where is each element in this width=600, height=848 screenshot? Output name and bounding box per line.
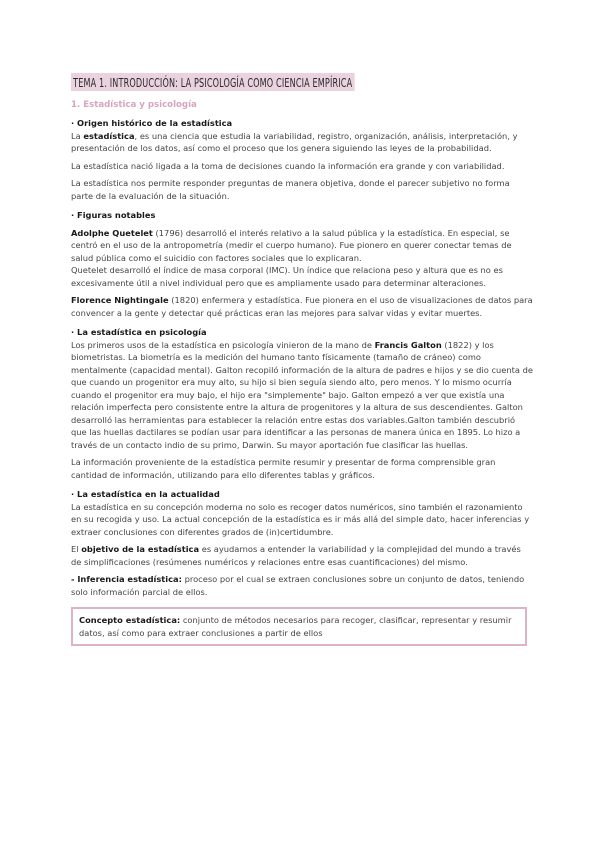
concept-definition: Concepto estadística: conjunto de métodos necesarios para recoger, clasificar, representar y resumir datos, así como para extraer conclusiones a partir de ellos — [79, 615, 512, 638]
paragraph: La estadística, es una ciencia que estudia la variabilidad, registro, organización, análisis, interpretación, y presentación de los datos, así como el proceso que los genera siguiendo las leyes de la probabilidad. — [71, 130, 518, 153]
subheading-origen: · Origen histórico de la estadística — [71, 118, 233, 128]
paragraph-quetelet: Adolphe Quetelet (1796) desarrolló el interés relativo a la salud pública y la estadística. En especial, se centró en el uso de la antropometría (medir el cuerpo humano). Fue pionero en querer conectar temas de salud pública como el suicidio con factores sociales que lo explicaran. Quetelet desarrolló el índice de masa corporal (IMC). Un índice que relaciona peso y altura que es no es excesivamente útil a nivel individual pero que es ampliamente usado para determinar alteraciones. — [71, 227, 512, 288]
paragraph: La información proveniente de la estadística permite resumir y presentar de forma comprensible gran cantidad de información, utilizando para ello diferentes tablas y gráficos. — [71, 457, 496, 480]
paragraph-inferencia: - Inferencia estadística: proceso por el cual se extraen conclusiones sobre un conjunto de datos, teniendo solo información parcial de ellos. — [71, 574, 525, 597]
paragraph-objetivo: El objetivo de la estadística es ayudarnos a entender la variabilidad y la complejidad del mundo a través de simplificaciones (resúmenes numéricos y relaciones entre esas cuantificaciones) del mismo. — [71, 544, 521, 567]
document-page — [71, 72, 533, 646]
paragraph-galton: Los primeros usos de la estadística en psicología vinieron de la mano de Francis Galton (1822) y los biometristas. La biometría es la medición del humano tanto físicamente (tamaño de cráneo) como mentalmente (capacidad mental). Galton recopiló información de la altura de padres e hijos y se dio cuenta de que cuando un progenitor era muy alto, su hijo si bien seguía siendo alto, pero menos. Y lo mismo ocurría cuando el progenitor era muy bajo, el hijo era "simplemente" bajo. Galton empezó a ver que existía una relación imperfecta pero consistente entre la altura de progenitores y la altura de sus descendientes. Galton desarrolló las herramientas para establecer la relación entre estas dos variables.Galton también descubrió que las huellas dactilares se podían usar para identificar a las personas de manera única en 1895. Lo hizo a través de un contacto indio de su primo, Darwin. Su mayor aportación fue clasificar las huellas. — [71, 339, 533, 450]
concept-box — [71, 607, 527, 646]
section-heading: 1. Estadística y psicología — [71, 100, 197, 110]
subheading-actualidad: · La estadística en la actualidad — [71, 489, 220, 499]
paragraph: La estadística en su concepción moderna no solo es recoger datos numéricos, sino también el razonamiento en su recogida y uso. La actual concepción de la estadística es ir más allá del simple dato, hacer inferencias y extraer conclusiones con diferentes grados de (in)certidumbre. — [71, 501, 530, 537]
paragraph-nightingale: Florence Nightingale (1820) enfermera y estadística. Fue pionera en el uso de visualizaciones de datos para convencer a la gente y detectar qué prácticas eran las mejores para salvar vidas y evitar muertes. — [71, 295, 533, 318]
page-title: TEMA 1. INTRODUCCIÓN: LA PSICOLOGÍA COMO CIENCIA EMPÍRICA — [71, 73, 354, 91]
paragraph: La estadística nació ligada a la toma de decisiones cuando la información era grande y con variabilidad. — [71, 160, 505, 171]
subheading-psicologia: · La estadística en psicología — [71, 327, 207, 337]
subheading-figuras: · Figuras notables — [71, 210, 156, 220]
paragraph: La estadística nos permite responder preguntas de manera objetiva, donde el parecer subjetivo no forma parte de la evaluación de la situación. — [71, 178, 510, 201]
